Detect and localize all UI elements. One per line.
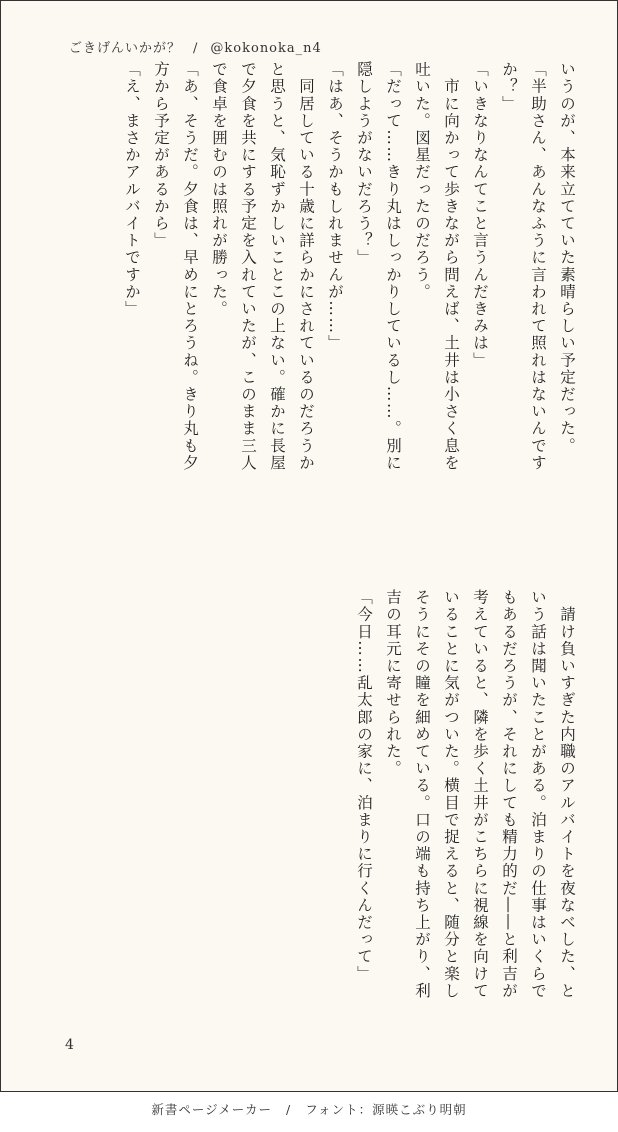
text-line: で食卓を囲むのは照れが勝った。	[210, 61, 228, 318]
footer-separator: /	[286, 1102, 292, 1117]
text-line: 隠しようがないだろう？」	[355, 61, 373, 267]
text-line: そうにその瞳を細めている。口の端も持ち上がり、利	[413, 589, 431, 1000]
text-line: もあるだろうが、それにしても精力的だ――と利吉が	[500, 589, 518, 1000]
text-line: 請け負いすぎた内職のアルバイトを夜なべした、と	[558, 589, 576, 1000]
text-block-upper	[117, 61, 581, 561]
text-line: 「今日……乱太郎の家に、泊まりに行くんだって」	[355, 589, 373, 983]
font-credit: フォント：源暎こぶり明朝	[305, 1102, 467, 1117]
text-line: 「いきなりなんてこと言うんだきみは」	[471, 61, 489, 369]
author-handle: @kokonoka_n4	[210, 41, 322, 56]
text-line: 「だって……きり丸はしっかりしているし……。別に	[384, 61, 402, 472]
text-line: 方から予定があるから」	[152, 61, 170, 250]
text-line: 考えていると、隣を歩く土井がこちらに視線を向けて	[471, 589, 489, 1000]
text-line: 「半助さん、あんなふうに言われて照れはないんです	[529, 61, 547, 472]
text-line: いることに気がついた。横目で捉えると、随分と楽し	[442, 589, 460, 1000]
text-block-lower	[349, 589, 581, 1049]
page-number: 4	[65, 1037, 74, 1053]
text-line: と思うと、気恥ずかしいことこの上ない。確かに長屋	[268, 61, 286, 472]
text-line: か？」	[500, 61, 518, 113]
text-line: 市に向かって歩きながら問えば、土井は小さく息を	[442, 61, 460, 472]
header-separator: /	[193, 41, 199, 56]
page-footer	[0, 1100, 618, 1118]
page-header	[69, 37, 322, 56]
text-line: で夕食を共にする予定を入れていたが、このまま三人	[239, 61, 257, 472]
text-line: 吐いた。図星だったのだろう。	[413, 61, 431, 301]
text-line: 「あ、そうだ。夕食は、早めにとろうね。きり丸も夕	[181, 61, 199, 472]
text-line: 「はあ、そうかもしれませんが……」	[326, 61, 344, 352]
text-line: 吉の耳元に寄せられた。	[384, 589, 402, 778]
book-title: ごきげんいかが？	[69, 41, 182, 56]
generator-credit: 新書ページメーカー	[151, 1102, 273, 1117]
text-line: 「え、まさかアルバイトですか」	[123, 61, 141, 318]
text-line: いう話は聞いたことがある。泊まりの仕事はいくらで	[529, 589, 547, 1000]
text-line: 同居している十歳に詳らかにされているのだろうか	[297, 61, 315, 472]
text-line: いうのが、本来立てていた素晴らしい予定だった。	[558, 61, 576, 455]
